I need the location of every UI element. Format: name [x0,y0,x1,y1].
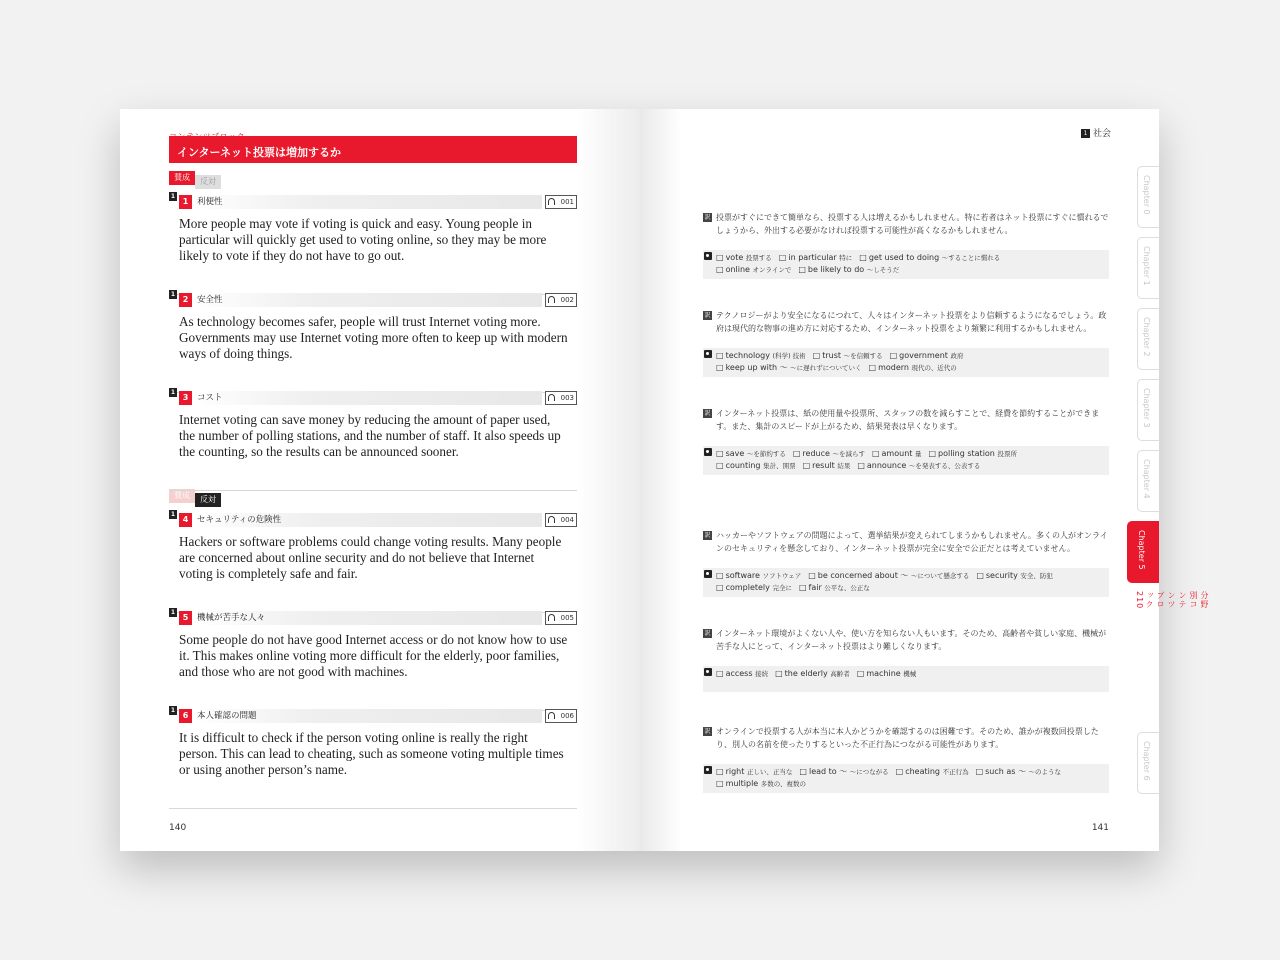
vocab-box [703,666,1109,692]
argument-number: 6 [179,709,192,723]
page-number-left: 140 [169,823,187,833]
vocab-term: get used to doing [868,253,940,262]
vocab-word [799,583,870,592]
vocab-term: in particular [788,253,837,262]
argument-text: Hackers or software problems could change voting results. Many people are concerned about online security and do not believe that Internet voting is completely safe and fair. [179,534,562,581]
vocab-term: such as ～ [985,767,1026,776]
vocab-word [716,669,768,678]
translation-text: インターネット環境がよくない人や、使い方を知らない人もいます。そのため、高齢者や貧しい家庭、機械が苦手な人にとって、インターネット投票はより難しくなります。 [716,629,1107,651]
vocab-word [857,669,917,678]
vocab-meaning: 政府 [950,352,964,360]
audio-track-button[interactable] [545,513,577,527]
audio-track-button[interactable] [545,195,577,209]
argument-header [169,611,577,625]
vocab-meaning: 機械 [903,670,917,678]
vocab-meaning: (科学) 技術 [772,352,806,360]
key-icon [704,668,712,676]
tab-label: Chapter 4 [1142,459,1151,499]
translation-entry [703,310,1109,377]
stance-con-active: 反対 [195,493,221,507]
vocab-word [716,461,796,470]
translation-icon: 訳 [704,214,711,221]
tab-chapter-0[interactable] [1137,166,1159,228]
vocab-meaning: ～について懸念する [910,572,970,580]
argument-label: セキュリティの危険性 [197,515,282,525]
argument-header-bar [192,391,542,405]
tab-label: Chapter 0 [1142,175,1151,215]
audio-track-button[interactable] [545,293,577,307]
vocab-meaning: ～を減らす [832,450,865,458]
vocab-meaning: 特に [839,254,853,262]
argument-header [169,709,577,723]
vocab-word [779,253,852,262]
vocab-term: completely [725,583,770,592]
side-section-label: 分野別コンテンツブロック210 [1135,591,1209,610]
vocab-line [716,252,1109,264]
vocab-word [716,265,791,274]
translation-icon: 訳 [704,410,711,417]
argument-number: 1 [179,195,192,209]
book-spread [120,109,1209,851]
vocab-line [716,448,1109,460]
stance-con-label [169,489,221,503]
corner-number: 1 [170,511,176,518]
corner-number: 1 [170,389,176,396]
argument-text: As technology becomes safer, people will trust Internet voting more. Governments may use Internet voting more often to keep up with modern ways of doing things. [179,314,568,361]
key-icon [704,252,712,260]
argument-number: 2 [179,293,192,307]
translation-entry [703,212,1109,279]
translation-text-block [703,530,1109,555]
vocab-line [716,570,1109,582]
vocab-term: save [725,449,745,458]
vocab-term: lead to ～ [808,767,848,776]
stance-pro-active: 賛成 [169,171,195,185]
tab-chapter-6[interactable] [1137,732,1159,794]
stance-pro-inactive: 賛成 [169,489,195,503]
vocab-meaning: 投票する [745,254,772,262]
vocab-meaning: ～を信頼する [843,352,883,360]
argument-label: 本人確認の問題 [197,711,257,721]
vocab-word [716,571,801,580]
audio-track-button[interactable] [545,709,577,723]
vocab-term: the elderly [784,669,828,678]
audio-track-number: 006 [560,712,574,720]
vocab-word [976,571,1053,580]
vocab-term: fair [808,583,822,592]
vocab-line [716,766,1109,778]
headphones-icon [548,712,555,719]
vocab-word [803,461,851,470]
argument-number: 3 [179,391,192,405]
argument-label: 安全性 [197,295,223,305]
stance-con-inactive: 反対 [195,175,221,189]
vocab-word [799,767,888,776]
vocab-word [716,253,772,262]
headphones-icon [548,198,555,205]
vocab-term: machine [866,669,901,678]
vocab-box [703,348,1109,377]
section-label: 社会 [1092,129,1111,139]
left-page [120,109,640,851]
vocab-meaning: 接続 [755,670,769,678]
vocab-line [716,668,1109,680]
translation-entry [703,628,1109,692]
corner-number: 1 [170,291,176,298]
vocab-term: be likely to do [807,265,865,274]
vocab-word [716,779,806,788]
right-page [640,109,1209,851]
vocab-meaning: 安全、防犯 [1020,572,1053,580]
vocab-word [716,363,862,372]
vocab-line [716,362,1109,374]
vocab-word [808,571,969,580]
vocab-word [872,449,921,458]
vocab-meaning: ～しそうだ [866,266,900,274]
tab-chapter-5[interactable] [1127,521,1159,583]
vocab-line [716,778,1109,790]
corner-number: 1 [170,707,176,714]
argument-header [169,391,577,405]
tab-chapter-1[interactable] [1137,237,1159,299]
vocab-meaning: ソフトウェア [762,572,802,580]
argument-header-bar [192,195,542,209]
headphones-icon [548,394,555,401]
vocab-term: reduce [802,449,830,458]
corner-number: 1 [170,609,176,616]
key-icon [704,766,712,774]
vocab-meaning: 結果 [837,462,851,470]
audio-track-number: 005 [560,614,574,622]
argument-label: 機械が苦手な人々 [197,613,266,623]
argument-label: 利便性 [197,197,223,207]
vocab-box [703,764,1109,793]
vocab-word [716,351,806,360]
vocab-term: software [725,571,760,580]
translation-text-block [703,726,1109,751]
translation-text: 投票がすぐにできて簡単なら、投票する人は増えるかもしれません。特に若者はネット投票にすぐに慣れるでしょうから、外出する必要がなければ投票する可能性が高くなるかもしれません。 [716,213,1109,235]
argument-text: It is difficult to check if the person voting online is really the right person. This can lead to cheating, such as someone voting multiple times or using another person’s name. [179,730,564,777]
vocab-line [716,350,1109,362]
vocab-term: trust [822,351,842,360]
vocab-word [716,583,792,592]
argument-text: Internet voting can save money by reducing the amount of paper used, the number of polling stations, and the number of staff. It also speeds up the counting, so the results can be announced sooner. [179,412,561,459]
corner-number: 1 [170,193,176,200]
vocab-term: cheating [905,767,941,776]
vocab-meaning: 量 [914,450,922,458]
vocab-meaning: 多数の、複数の [760,780,807,788]
vocab-box [703,446,1109,475]
vocab-box [703,250,1109,279]
tab-chapter-3[interactable] [1137,379,1159,441]
argument-header [169,195,577,209]
vocab-term: announce [866,461,907,470]
vocab-meaning: ～に遅れずについていく [790,364,862,372]
vocab-line [716,460,1109,472]
argument-header [169,293,577,307]
vocab-word [869,363,957,372]
translation-text-block [703,212,1109,237]
headphones-icon [548,614,555,621]
translation-text-block [703,310,1109,335]
argument-header-bar [192,293,542,307]
audio-track-number: 004 [560,516,574,524]
vocab-word [813,351,883,360]
translation-icon: 訳 [704,630,711,637]
vocab-term: polling station [938,449,995,458]
argument-item [169,195,577,295]
vocab-term: keep up with ～ [725,363,788,372]
audio-track-button[interactable] [545,611,577,625]
vocab-meaning: ～を節約する [746,450,786,458]
argument-number: 4 [179,513,192,527]
translation-text-block [703,408,1109,433]
vocab-meaning: 集計、開票 [763,462,796,470]
translation-entry [703,726,1109,793]
vocab-meaning: オンラインで [752,266,792,274]
argument-item [169,513,577,613]
argument-item [169,391,577,491]
vocab-term: right [725,767,745,776]
vocab-line [716,582,1109,594]
translation-text: オンラインで投票する人が本当に本人かどうかを確認するのは困難です。そのため、誰かが複数回投票したり、別人の名前を使ったりするといった不正行為につながる可能性があります。 [716,727,1099,749]
argument-text: Some people do not have good Internet access or do not know how to use it. This makes online voting more difficult for the elderly, poor families, and those who are not good with machines. [179,632,568,679]
vocab-meaning: ～のような [1028,768,1062,776]
vocab-meaning: 不正行為 [942,768,969,776]
translation-icon: 訳 [704,312,711,319]
tab-label: Chapter 3 [1142,388,1151,428]
translation-icon: 訳 [704,532,711,539]
stance-pro-label [169,171,221,185]
vocab-meaning: ～につながる [849,768,889,776]
vocab-term: multiple [725,779,759,788]
translation-icon: 訳 [704,728,711,735]
vocab-word [890,351,964,360]
argument-header [169,513,577,527]
argument-item [169,293,577,393]
vocab-term: technology [725,351,770,360]
vocab-meaning: ～を発表する、公表する [908,462,981,470]
key-icon [704,570,712,578]
vocab-term: be concerned about ～ [817,571,909,580]
section-number: 1 [1081,129,1090,138]
argument-item [169,611,577,711]
vocab-meaning: 正しい、正当な [746,768,793,776]
key-icon [704,448,712,456]
vocab-term: vote [725,253,744,262]
vocab-term: counting [725,461,761,470]
vocab-term: result [812,461,835,470]
translation-entry [703,530,1109,597]
section-tag [1081,126,1111,137]
tab-label: Chapter 5 [1137,530,1146,570]
translation-text: ハッカーやソフトウェアの問題によって、選挙結果が変えられてしまうかもしれません。多くの人がオンラインのセキュリティを懸念しており、インターネット投票が完全に安全で公正だとは考えていません。 [716,531,1108,553]
translation-text: テクノロジーがより安全になるにつれて、人々はインターネット投票をより信頼するようになるでしょう。政府は現代的な物事の進め方に対応するため、インターネット投票をより頻繁に利用するかもしれません。 [716,311,1107,333]
vocab-box [703,568,1109,597]
vocab-word [798,265,899,274]
vocab-meaning: 完全に [772,584,792,592]
vocab-word [928,449,1016,458]
vocab-term: modern [878,363,909,372]
vocab-meaning: 現代の、近代の [911,364,957,372]
vocab-term: government [899,351,948,360]
argument-item [169,709,577,809]
tab-chapter-2[interactable] [1137,308,1159,370]
vocab-word [859,253,1000,262]
audio-track-button[interactable] [545,391,577,405]
audio-track-number: 002 [560,296,574,304]
vocab-term: security [985,571,1018,580]
argument-label: コスト [197,393,223,403]
headphones-icon [548,296,555,303]
tab-label: Chapter 1 [1142,246,1151,286]
key-icon [704,350,712,358]
translation-entry [703,408,1109,475]
vocab-meaning: 投票所 [997,450,1017,458]
vocab-word [896,767,969,776]
argument-text: More people may vote if voting is quick and easy. Young people in particular will quickly get used to voting online, so they may be more likely to vote if they do not have to go out. [179,216,547,263]
vocab-meaning: 公平な、公正な [824,584,870,592]
vocab-word [716,767,792,776]
translation-text: インターネット投票は、紙の使用量や投票所、スタッフの数を減らすことで、経費を節約することができます。また、集計のスピードが上がるため、結果発表は早くなります。 [716,409,1100,431]
vocab-term: access [725,669,753,678]
vocab-term: amount [881,449,913,458]
vocab-meaning: 高齢者 [830,670,850,678]
headphones-icon [548,516,555,523]
vocab-word [857,461,980,470]
vocab-word [716,449,786,458]
page-number-right: 141 [1091,823,1109,833]
vocab-meaning: ～することに慣れる [941,254,1001,262]
tab-chapter-4[interactable] [1137,450,1159,512]
translation-text-block [703,628,1109,653]
vocab-term: online [725,265,750,274]
tab-label: Chapter 2 [1142,317,1151,357]
audio-track-number: 003 [560,394,574,402]
vocab-word [793,449,865,458]
vocab-word [775,669,850,678]
argument-number: 5 [179,611,192,625]
audio-track-number: 001 [560,198,574,206]
vocab-line [716,264,1109,276]
tab-label: Chapter 6 [1142,741,1151,781]
vocab-word [976,767,1061,776]
page-title: インターネット投票は増加するか [169,136,577,163]
